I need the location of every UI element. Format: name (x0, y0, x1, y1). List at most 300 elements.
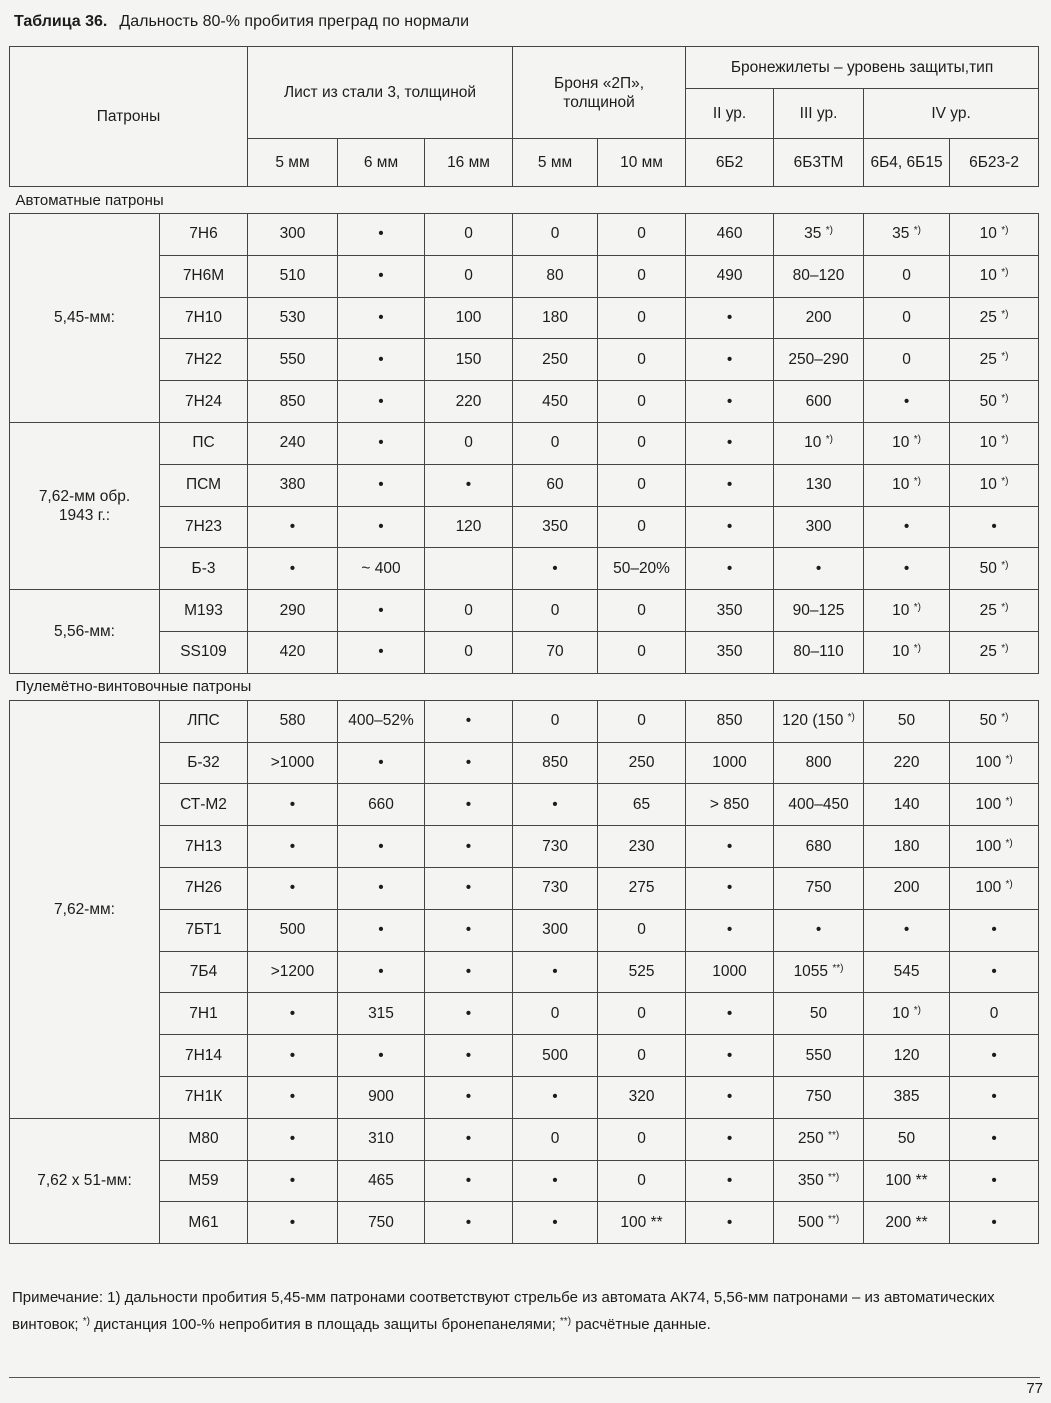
value-cell: 0 (598, 1160, 686, 1202)
footnote-marker: *) (847, 712, 855, 724)
value-cell: 100 *) (950, 826, 1039, 868)
value-cell: • (425, 826, 513, 868)
header-cartridges: Патроны (10, 47, 248, 187)
header-sub: 10 мм (598, 139, 686, 187)
value-cell: > 850 (686, 784, 774, 826)
value-cell: 850 (248, 381, 338, 423)
value-cell: 180 (513, 297, 598, 339)
value-cell: • (425, 1160, 513, 1202)
value-cell: 0 (513, 214, 598, 256)
footnote-marker: *) (1001, 267, 1009, 279)
value-cell: • (864, 909, 950, 951)
page-number: 77 (1026, 1380, 1043, 1397)
value-cell: 0 (598, 297, 686, 339)
header-sub: 6Б2 (686, 139, 774, 187)
value-cell: • (864, 506, 950, 548)
value-cell: 50 *) (950, 548, 1039, 590)
value-cell: 510 (248, 255, 338, 297)
cartridge-name: 7Н1 (160, 993, 248, 1035)
value-cell: 0 (425, 255, 513, 297)
value-cell: 315 (338, 993, 425, 1035)
header-sub: 6Б4, 6Б15 (864, 139, 950, 187)
value-cell: 500 (248, 909, 338, 951)
value-cell: • (686, 1202, 774, 1244)
value-cell: 250 **) (774, 1118, 864, 1160)
caliber-cell: 5,45-мм: (10, 214, 160, 423)
value-cell: 65 (598, 784, 686, 826)
value-cell: 220 (864, 742, 950, 784)
value-cell: • (686, 1118, 774, 1160)
value-cell: 545 (864, 951, 950, 993)
value-cell: 385 (864, 1076, 950, 1118)
value-cell: 0 (598, 255, 686, 297)
table-row (10, 464, 1039, 506)
value-cell: 80 (513, 255, 598, 297)
value-cell: 100 *) (950, 742, 1039, 784)
group-title: Автоматные патроны (10, 187, 1039, 214)
value-cell: • (338, 826, 425, 868)
value-cell: • (686, 548, 774, 590)
value-cell: • (338, 951, 425, 993)
header-sub: 6 мм (338, 139, 425, 187)
value-cell: • (513, 548, 598, 590)
value-cell: 490 (686, 255, 774, 297)
value-cell: 850 (513, 742, 598, 784)
header-level-4: IV ур. (864, 89, 1039, 139)
value-cell: 1055 **) (774, 951, 864, 993)
header-sub: 5 мм (513, 139, 598, 187)
value-cell: 250 (513, 339, 598, 381)
value-cell: 130 (774, 464, 864, 506)
value-cell: • (425, 700, 513, 742)
table-caption-text: Дальность 80-% пробития преград по нормали (119, 13, 470, 30)
value-cell: 240 (248, 422, 338, 464)
value-cell: 0 (598, 1035, 686, 1077)
value-cell: • (425, 1202, 513, 1244)
value-cell: 25 *) (950, 590, 1039, 632)
value-cell: • (950, 1118, 1039, 1160)
value-cell: 120 (150 *) (774, 700, 864, 742)
value-cell: • (686, 422, 774, 464)
cartridge-name: ЛПС (160, 700, 248, 742)
footnote-marker: *) (82, 1316, 90, 1327)
cartridge-name: 7Н1К (160, 1076, 248, 1118)
value-cell: • (686, 339, 774, 381)
value-cell: 0 (598, 1118, 686, 1160)
value-cell: • (425, 909, 513, 951)
value-cell: 0 (425, 631, 513, 673)
value-cell: • (950, 1160, 1039, 1202)
value-cell: • (425, 464, 513, 506)
value-cell: 10 *) (950, 214, 1039, 256)
value-cell: 0 (513, 590, 598, 632)
value-cell: • (513, 1202, 598, 1244)
footnote-marker: *) (1001, 559, 1009, 571)
value-cell: 500 **) (774, 1202, 864, 1244)
table-row (10, 297, 1039, 339)
value-cell: 300 (248, 214, 338, 256)
footnote-marker: *) (1001, 643, 1009, 655)
value-cell: 35 *) (864, 214, 950, 256)
value-cell: 50 (774, 993, 864, 1035)
value-cell: • (248, 1035, 338, 1077)
value-cell: 0 (598, 506, 686, 548)
caliber-cell: 5,56-мм: (10, 590, 160, 674)
table-caption (14, 12, 469, 32)
footnote-marker: *) (913, 601, 921, 613)
header-sub: 6Б3ТМ (774, 139, 864, 187)
value-cell: • (338, 339, 425, 381)
value-cell: 350 (513, 506, 598, 548)
group-header-row (10, 673, 1039, 700)
value-cell: 10 *) (864, 590, 950, 632)
cartridge-name: 7Н10 (160, 297, 248, 339)
value-cell: 0 (598, 422, 686, 464)
value-cell: 0 (513, 1118, 598, 1160)
value-cell: • (513, 1160, 598, 1202)
value-cell: • (248, 867, 338, 909)
cartridge-name: M59 (160, 1160, 248, 1202)
value-cell: 0 (598, 464, 686, 506)
value-cell: 10 *) (864, 464, 950, 506)
value-cell: • (425, 867, 513, 909)
value-cell: 300 (513, 909, 598, 951)
value-cell: • (248, 784, 338, 826)
cartridge-name: 7Н23 (160, 506, 248, 548)
footnote-marker: *) (1001, 308, 1009, 320)
value-cell: • (338, 1035, 425, 1077)
value-cell: • (774, 909, 864, 951)
value-cell: • (425, 784, 513, 826)
value-cell: 0 (864, 297, 950, 339)
value-cell: • (686, 381, 774, 423)
footnote-marker: **) (828, 1130, 840, 1142)
value-cell: >1200 (248, 951, 338, 993)
value-cell: • (248, 1118, 338, 1160)
caliber-cell: 7,62 x 51-мм: (10, 1118, 160, 1243)
cartridge-name: Б-32 (160, 742, 248, 784)
cartridge-name: M193 (160, 590, 248, 632)
value-cell: 1000 (686, 951, 774, 993)
value-cell: 0 (598, 993, 686, 1035)
table-row (10, 1160, 1039, 1202)
table-row (10, 1035, 1039, 1077)
value-cell: 420 (248, 631, 338, 673)
value-cell: 0 (513, 422, 598, 464)
footnote-marker: *) (1001, 350, 1009, 362)
footnote-marker: *) (1005, 753, 1013, 765)
value-cell: • (513, 951, 598, 993)
value-cell: 730 (513, 867, 598, 909)
value-cell: 100 *) (950, 867, 1039, 909)
value-cell: 10 *) (950, 255, 1039, 297)
value-cell: 750 (774, 1076, 864, 1118)
value-cell: • (686, 867, 774, 909)
value-cell: 35 *) (774, 214, 864, 256)
value-cell: • (950, 1076, 1039, 1118)
value-cell: • (686, 464, 774, 506)
table-row (10, 1202, 1039, 1244)
value-cell: 90–125 (774, 590, 864, 632)
value-cell: 550 (248, 339, 338, 381)
table-row (10, 422, 1039, 464)
value-cell: • (950, 506, 1039, 548)
cartridge-name: 7Н13 (160, 826, 248, 868)
value-cell: • (338, 422, 425, 464)
value-cell: 25 *) (950, 297, 1039, 339)
table-row (10, 909, 1039, 951)
value-cell: 0 (425, 422, 513, 464)
value-cell: 25 *) (950, 339, 1039, 381)
value-cell: 400–52% (338, 700, 425, 742)
value-cell: 100 (425, 297, 513, 339)
footnote-marker: *) (825, 225, 833, 237)
value-cell: 730 (513, 826, 598, 868)
table-row (10, 255, 1039, 297)
cartridge-name: 7Б4 (160, 951, 248, 993)
value-cell: • (338, 506, 425, 548)
value-cell: • (950, 1035, 1039, 1077)
value-cell: 120 (864, 1035, 950, 1077)
value-cell: 400–450 (774, 784, 864, 826)
value-cell: 350 (686, 631, 774, 673)
value-cell: • (248, 826, 338, 868)
value-cell: • (425, 742, 513, 784)
value-cell: 600 (774, 381, 864, 423)
header-sub: 5 мм (248, 139, 338, 187)
value-cell: 580 (248, 700, 338, 742)
value-cell: • (686, 1035, 774, 1077)
value-cell: • (338, 590, 425, 632)
value-cell: • (425, 951, 513, 993)
value-cell: • (686, 993, 774, 1035)
value-cell: • (425, 1118, 513, 1160)
value-cell: 0 (598, 381, 686, 423)
table-row (10, 631, 1039, 673)
value-cell: • (950, 951, 1039, 993)
value-cell: 900 (338, 1076, 425, 1118)
value-cell: 50 *) (950, 700, 1039, 742)
footnote-marker: **) (828, 1213, 840, 1225)
table-caption-label: Таблица 36. (14, 13, 108, 30)
value-cell: 140 (864, 784, 950, 826)
value-cell: • (686, 826, 774, 868)
caliber-cell: 7,62-мм: (10, 700, 160, 1118)
value-cell: 200 ** (864, 1202, 950, 1244)
value-cell: 80–120 (774, 255, 864, 297)
table-row (10, 1118, 1039, 1160)
table-row (10, 548, 1039, 590)
value-cell: 250–290 (774, 339, 864, 381)
table-row (10, 506, 1039, 548)
value-cell: 250 (598, 742, 686, 784)
value-cell: 290 (248, 590, 338, 632)
cartridge-name: 7Н24 (160, 381, 248, 423)
value-cell: • (950, 909, 1039, 951)
table-row (10, 214, 1039, 256)
footnote-marker: *) (913, 225, 921, 237)
value-cell: • (248, 506, 338, 548)
table-row (10, 867, 1039, 909)
value-cell: 0 (598, 700, 686, 742)
value-cell: 50–20% (598, 548, 686, 590)
value-cell: 750 (338, 1202, 425, 1244)
value-cell: 0 (598, 631, 686, 673)
footnote-marker: **) (832, 962, 844, 974)
value-cell: 10 *) (950, 422, 1039, 464)
value-cell: • (686, 909, 774, 951)
cartridge-name: 7Н14 (160, 1035, 248, 1077)
value-cell: • (248, 1160, 338, 1202)
cartridge-name: M80 (160, 1118, 248, 1160)
cartridge-name: M61 (160, 1202, 248, 1244)
value-cell: 0 (598, 909, 686, 951)
value-cell: 100 ** (598, 1202, 686, 1244)
value-cell: 460 (686, 214, 774, 256)
footnote-marker: *) (1001, 476, 1009, 488)
value-cell: 10 *) (864, 422, 950, 464)
caliber-cell: 7,62-мм обр. 1943 г.: (10, 422, 160, 589)
value-cell: • (686, 1160, 774, 1202)
footnote-marker: *) (825, 434, 833, 446)
footnote-marker: *) (1001, 601, 1009, 613)
header-steel-sheet: Лист из стали 3, толщиной (248, 47, 513, 139)
footer-divider (9, 1377, 1040, 1378)
value-cell: 300 (774, 506, 864, 548)
value-cell: 750 (774, 867, 864, 909)
value-cell: 500 (513, 1035, 598, 1077)
value-cell: 0 (598, 214, 686, 256)
header-sub: 16 мм (425, 139, 513, 187)
table-row (10, 590, 1039, 632)
value-cell: 50 *) (950, 381, 1039, 423)
table-row (10, 951, 1039, 993)
header-level-2: II ур. (686, 89, 774, 139)
value-cell: 550 (774, 1035, 864, 1077)
value-cell: 200 (774, 297, 864, 339)
value-cell: 0 (950, 993, 1039, 1035)
value-cell: 10 *) (864, 631, 950, 673)
value-cell: 0 (598, 590, 686, 632)
value-cell: 450 (513, 381, 598, 423)
table-row (10, 381, 1039, 423)
value-cell: 10 *) (774, 422, 864, 464)
cartridge-name: 7Н6М (160, 255, 248, 297)
value-cell: • (338, 464, 425, 506)
value-cell: • (248, 548, 338, 590)
value-cell: 100 ** (864, 1160, 950, 1202)
value-cell: 200 (864, 867, 950, 909)
footnote-marker: *) (913, 476, 921, 488)
value-cell: 100 *) (950, 784, 1039, 826)
value-cell: • (425, 993, 513, 1035)
value-cell: • (338, 255, 425, 297)
value-cell: 25 *) (950, 631, 1039, 673)
value-cell: 10 *) (864, 993, 950, 1035)
table-row (10, 993, 1039, 1035)
footnote-marker: **) (559, 1316, 572, 1327)
header-level-3: III ур. (774, 89, 864, 139)
value-cell (425, 548, 513, 590)
table-row (10, 826, 1039, 868)
value-cell: 80–110 (774, 631, 864, 673)
value-cell: 530 (248, 297, 338, 339)
value-cell: • (686, 297, 774, 339)
value-cell: • (513, 784, 598, 826)
value-cell: • (686, 506, 774, 548)
value-cell: • (950, 1202, 1039, 1244)
value-cell: • (338, 909, 425, 951)
cartridge-name: ПС (160, 422, 248, 464)
footnote-marker: *) (1001, 712, 1009, 724)
table-row (10, 339, 1039, 381)
value-cell: 1000 (686, 742, 774, 784)
value-cell: 220 (425, 381, 513, 423)
cartridge-name: 7Н26 (160, 867, 248, 909)
value-cell: 660 (338, 784, 425, 826)
footnote-marker: *) (1005, 837, 1013, 849)
cartridge-name: 7Н22 (160, 339, 248, 381)
value-cell: 230 (598, 826, 686, 868)
header-row-1 (10, 47, 1039, 89)
value-cell: 680 (774, 826, 864, 868)
group-title: Пулемётно-винтовочные патроны (10, 673, 1039, 700)
value-cell: • (248, 993, 338, 1035)
value-cell: • (338, 381, 425, 423)
group-header-row (10, 187, 1039, 214)
value-cell: 465 (338, 1160, 425, 1202)
value-cell: 350 (686, 590, 774, 632)
value-cell: 0 (864, 339, 950, 381)
value-cell: 180 (864, 826, 950, 868)
footnote-marker: *) (1001, 225, 1009, 237)
value-cell: 50 (864, 700, 950, 742)
value-cell: 0 (513, 700, 598, 742)
value-cell: ~ 400 (338, 548, 425, 590)
cartridge-name: 7БТ1 (160, 909, 248, 951)
value-cell: • (425, 1035, 513, 1077)
footnote-marker: *) (1001, 392, 1009, 404)
table-note: Примечание: 1) дальности пробития 5,45-мм патронами соответствуют стрельбе из автомата АК74, 5,56-мм патронами – из автоматических винтовок; *) дистанция 100-% непробития в площадь защиты бронепанелями; **) расчётные данные. (12, 1289, 995, 1333)
value-cell: >1000 (248, 742, 338, 784)
cartridge-name: SS109 (160, 631, 248, 673)
cartridge-name: ПСМ (160, 464, 248, 506)
footnote-marker: *) (1005, 795, 1013, 807)
table-row (10, 700, 1039, 742)
value-cell: • (338, 867, 425, 909)
value-cell: 10 *) (950, 464, 1039, 506)
footnote-marker: *) (1005, 879, 1013, 891)
value-cell: • (338, 297, 425, 339)
value-cell: 310 (338, 1118, 425, 1160)
footnote-marker: *) (913, 643, 921, 655)
value-cell: 0 (425, 214, 513, 256)
value-cell: 0 (598, 339, 686, 381)
value-cell: • (248, 1202, 338, 1244)
value-cell: 0 (425, 590, 513, 632)
value-cell: 525 (598, 951, 686, 993)
cartridge-name: 7Н6 (160, 214, 248, 256)
footnote-marker: **) (828, 1171, 840, 1183)
footnote-marker: *) (913, 1004, 921, 1016)
cartridge-name: Б-3 (160, 548, 248, 590)
value-cell: 50 (864, 1118, 950, 1160)
value-cell: 275 (598, 867, 686, 909)
value-cell: • (864, 381, 950, 423)
value-cell: • (864, 548, 950, 590)
cartridge-name: СТ-М2 (160, 784, 248, 826)
value-cell: • (774, 548, 864, 590)
